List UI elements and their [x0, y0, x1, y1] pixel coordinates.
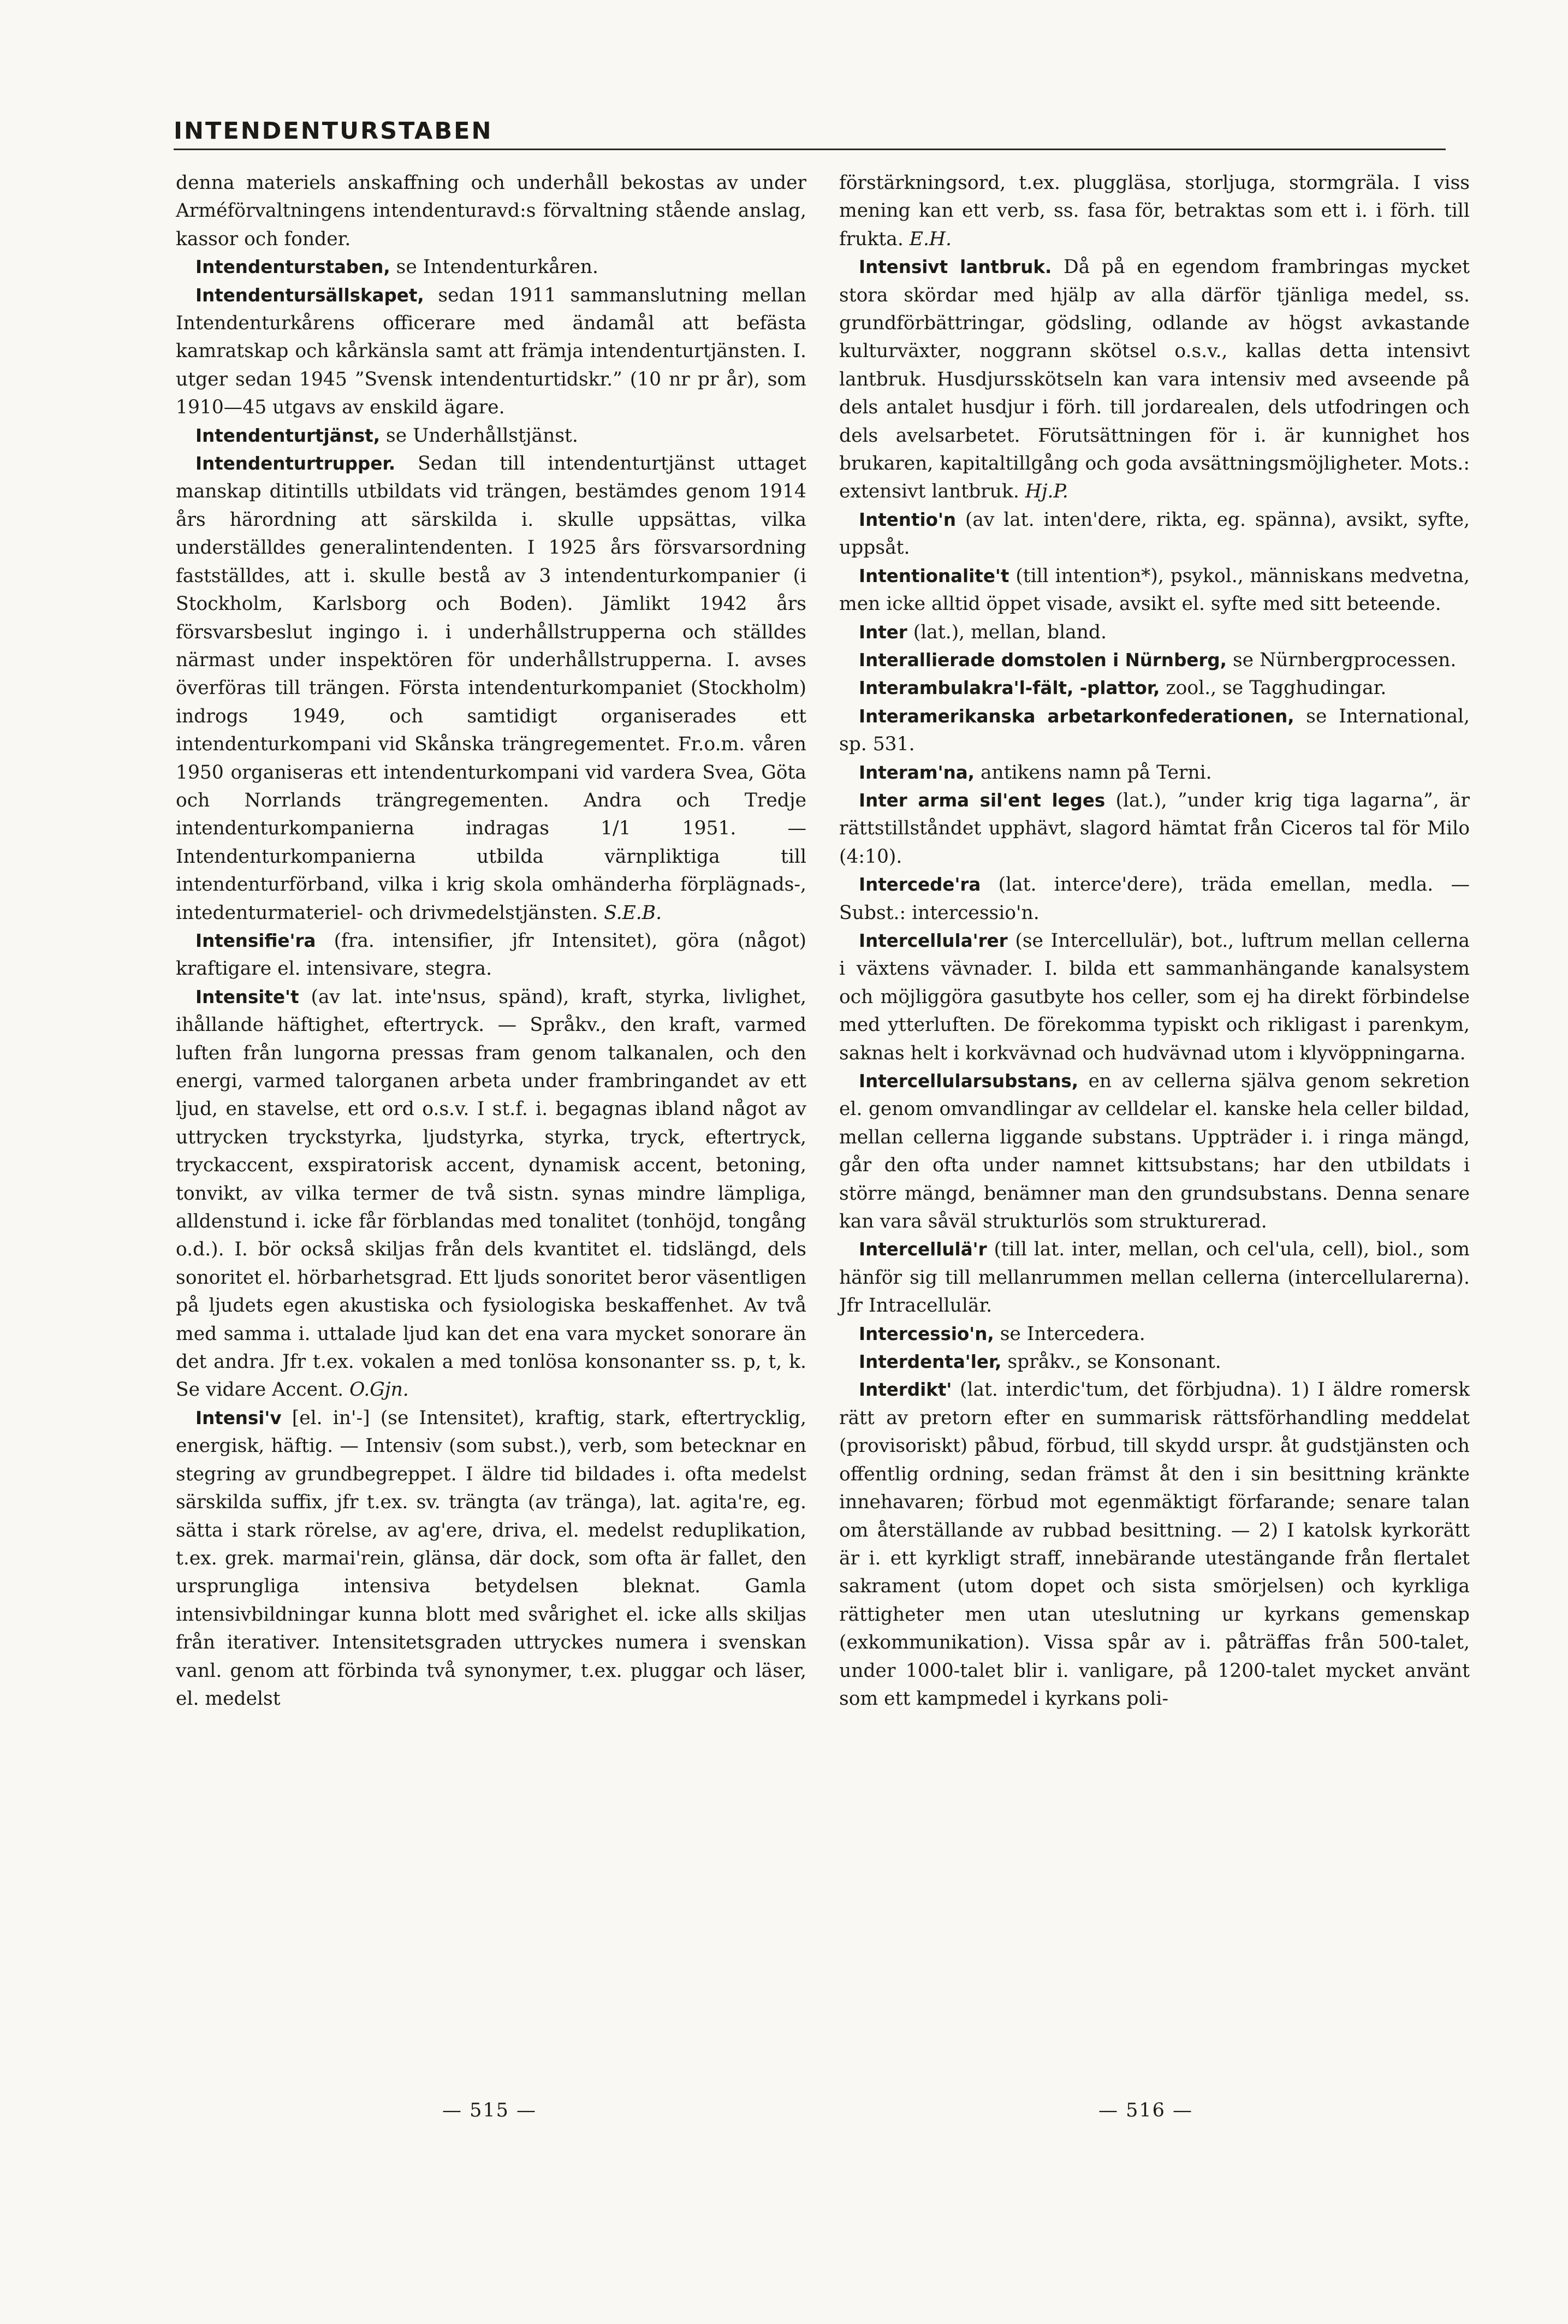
author-signature: E.H.	[909, 228, 952, 250]
entry-text: (av lat. inte'nsus, spänd), kraft, styrka, livlighet, ihållande häftighet, eftertryck. — Språkv., den kraft, varmed luften från lungorna pressas fram genom talkanalen, och den energi, varmed talorganen arbeta under frambringandet av ett ljud, en stavelse, ett ord o.s.v. I st.f. i. begagnas ibland något av uttrycken tryckstyrka, ljudstyrka, styrka, tryck, eftertryck, tryckaccent, exspiratorisk accent, dynamisk accent, betoning, tonvikt, av vilka termer de två sistn. synas mindre lämpliga, alldenstund i. icke får förblandas med tonalitet (tonhöjd, tongång o.d.). I. bör också skiljas från dels kvantitet el. tidslängd, dels sonoritet el. hörbarhetsgrad. Ett ljuds sonoritet beror väsentligen på ljudets egen akustiska och fysiologiska beskaffenhet. Av två med samma i. uttalade ljud kan det ena vara mycket sonorare än det andra. Jfr t.ex. vokalen a med tonlösa konsonanter ss. p, t, k. Se vidare Accent.	[176, 986, 806, 1401]
dictionary-entry	[176, 983, 806, 1404]
entry-text: språkv., se Konsonant.	[1001, 1351, 1221, 1373]
entry-text: zool., se Tagghudingar.	[1160, 677, 1387, 699]
header-rule	[174, 149, 1446, 150]
entry-text: Sedan till intendenturtjänst uttaget manskap ditintills utbildats vid trängen, bestämdes genom 1914 års härordning att särskilda i. skulle uppsättas, vilka underställdes generalintendenten. I 1925 års försvarsordning fastställdes, att i. skulle bestå av 3 intendenturkompanier (i Stockholm, Karlsborg och Boden). Jämlikt 1942 års försvarsbeslut ingingo i. i underhållstrupperna och ställdes närmast under inspektören för underhållstrupperna. I. avses överföras till trängen. Första intendenturkompaniet (Stockholm) indrogs 1949, och samtidigt organiserades ett intendenturkompani vid Skånska trängregementet. Fr.o.m. våren 1950 organiseras ett intendenturkompani vid vardera Svea, Göta och Norrlands trängregementen. Andra och Tredje intendenturkompanierna indragas 1/1 1951. — Intendenturkompanierna utbilda värnpliktiga till intendenturförband, vilka i krig skola omhänderha förplägnads-, intedenturmateriel- och drivmedelstjänsten.	[176, 453, 806, 924]
entry-headword: Intensivt lantbruk.	[859, 257, 1052, 278]
page-number-right: — 516 —	[1098, 2100, 1193, 2121]
dictionary-entry	[176, 927, 806, 983]
dictionary-entry	[839, 1068, 1470, 1236]
right-column	[839, 169, 1470, 1713]
entry-headword: Intercede'ra	[859, 874, 981, 896]
entry-headword: Intercessio'n,	[859, 1323, 994, 1344]
entry-headword: Interdenta'ler,	[859, 1351, 1002, 1373]
entry-headword: Intendentursällskapet,	[195, 284, 424, 306]
entry-headword: Interambulakra'l-fält, -plattor,	[859, 678, 1160, 699]
entry-headword: Interdikt'	[859, 1379, 952, 1401]
dictionary-entry	[176, 450, 806, 927]
entry-headword: Intercellula'rer	[859, 930, 1008, 951]
dictionary-entry	[839, 253, 1470, 506]
dictionary-entry	[176, 253, 806, 281]
entry-headword: Intensifie'ra	[195, 930, 316, 951]
dictionary-entry	[839, 562, 1470, 619]
entry-text: sedan 1911 sammanslutning mellan Intendenturkårens officerare med ändamål att befästa kamratskap och kårkänsla samt att främja intendenturtjänsten. I. utger sedan 1945 ”Svensk intendenturtidskr.” (10 nr pr år), som 1910—45 utgavs av enskild ägare.	[176, 284, 806, 419]
dictionary-entry	[839, 1376, 1470, 1713]
entry-headword: Intensite't	[195, 986, 299, 1007]
author-signature: S.E.B.	[604, 902, 662, 924]
dictionary-entry	[839, 169, 1470, 253]
entry-text: en av cellerna själva genom sekretion el. genom omvandlingar av celldelar el. kanske hela celler bildad, mellan cellerna liggande substans. Uppträder i. i ringa mängd, går den ofta under namnet kittsubstans; har den utbildats i större mängd, benämner man den grundsubstans. Denna senare kan vara såväl strukturlös som strukturerad.	[839, 1070, 1470, 1233]
entry-text: förstärkningsord, t.ex. pluggläsa, storljuga, stormgräla. I viss mening kan ett verb, ss. fasa för, betraktas som ett i. i förh. till frukta.	[839, 172, 1470, 250]
dictionary-entry	[176, 282, 806, 422]
dictionary-entry	[839, 1320, 1470, 1348]
entry-headword: Interamerikanska arbetarkonfederationen,	[859, 706, 1294, 727]
page-number-left: — 515 —	[442, 2100, 537, 2121]
dictionary-entry	[839, 506, 1470, 562]
dictionary-entry	[839, 927, 1470, 1068]
author-signature: Hj.P.	[1025, 481, 1068, 503]
entry-text: (fra. intensifier, jfr Intensitet), göra (något) kraftigare el. intensivare, stegra.	[176, 929, 806, 980]
entry-text: denna materiels anskaffning och underhåll bekostas av under Arméförvaltningens intendenturavd:s förvaltning stående anslag, kassor och fonder.	[176, 172, 806, 250]
dictionary-entry	[839, 871, 1470, 927]
entry-text: (se Intercellulär), bot., luftrum mellan cellerna i växtens vävnader. I. bilda ett sammanhängande kanalsystem och möjliggöra gasutbyte hos celler, som ej ha direkt förbindelse med ytterluften. De förekomma typiskt och rikligast i parenkym, saknas helt i korkvävnad och hudvävnad utom i klyvöppningarna.	[839, 929, 1470, 1064]
entry-headword: Intercellulä'r	[859, 1239, 987, 1260]
entry-text: (lat.), mellan, bland.	[907, 621, 1107, 643]
entry-headword: Intendenturtjänst,	[195, 425, 381, 446]
entry-headword: Intendenturtrupper.	[195, 453, 396, 475]
entry-text: antikens namn på Terni.	[975, 761, 1212, 784]
entry-text: se Intendenturkåren.	[390, 256, 598, 278]
dictionary-entry	[839, 759, 1470, 787]
entry-headword: Interam'na,	[859, 762, 975, 783]
dictionary-entry	[839, 619, 1470, 647]
running-head: INTENDENTURSTABEN	[174, 117, 493, 145]
entry-headword: Interallierade domstolen i Nürnberg,	[859, 649, 1227, 671]
entry-text: se Nürnbergprocessen.	[1227, 649, 1457, 671]
dictionary-entry	[176, 169, 806, 253]
entry-headword: Intercellularsubstans,	[859, 1071, 1079, 1092]
dictionary-entry	[839, 1236, 1470, 1320]
left-column	[176, 169, 806, 1713]
entry-text: (till intention*), psykol., människans medvetna, men icke alltid öppet visade, avsikt el. syfte med sitt beteende.	[839, 565, 1470, 615]
entry-headword: Inter	[859, 621, 907, 643]
dictionary-entry	[839, 703, 1470, 759]
dictionary-entry	[839, 647, 1470, 674]
entry-text: (lat.), ”under krig tiga lagarna”, är rättstillståndet upphävt, slagord hämtat från Ciceros tal för Milo (4:10).	[839, 789, 1470, 868]
dictionary-entry	[839, 1348, 1470, 1376]
entry-text: se Underhållstjänst.	[380, 424, 578, 447]
entry-headword: Intentio'n	[859, 509, 957, 530]
dictionary-entry	[839, 787, 1470, 871]
entry-text: (lat. interdic'tum, det förbjudna). 1) I äldre romersk rätt av pretorn efter en summarisk rättsförhandling meddelat (provisoriskt) påbud, förbud, till skydd urspr. åt gudstjänsten och offentlig ordning, sedan främst åt den i sin besittning kränkte innehavaren; förbud mot egenmäktigt förfarande; senare talan om återställande av rubbad besittning. — 2) I katolsk kyrkorätt är i. ett kyrkligt straff, innebärande utestängande från flertalet sakrament (utom dopet och sista smörjelsen) och kyrkliga rättigheter men utan uteslutning ur kyrkans gemenskap (exkommunikation). Vissa spår av i. påträffas från 500-talet, under 1000-talet blir i. vanligare, på 1200-talet mycket använt som ett kampmedel i kyrkans poli-	[839, 1379, 1470, 1710]
entry-text: Då på en egendom frambringas mycket stora skördar med hjälp av alla därför tjänliga medel, ss. grundförbättringar, gödsling, odlande av högst avkastande kulturväxter, noggrann skötsel o.s.v., kallas detta intensivt lantbruk. Husdjursskötseln kan vara intensiv med avseende på dels antalet husdjur i förh. till jordarealen, dels utfodringen och dels avelsarbetet. Förutsättningen för i. är kunnighet hos brukaren, kapitaltillgång och goda avsättningsmöjligheter. Mots.: extensivt lantbruk.	[839, 256, 1470, 503]
dictionary-entry	[176, 1404, 806, 1713]
entry-text: se International, sp. 531.	[839, 705, 1470, 756]
dictionary-entry	[839, 674, 1470, 702]
dictionary-entry	[176, 422, 806, 450]
entry-text: (till lat. inter, mellan, och cel'ula, cell), biol., som hänför sig till mellanrummen mellan cellerna (intercellularerna). Jfr Intracellulär.	[839, 1238, 1470, 1317]
entry-headword: Intendenturstaben,	[195, 257, 390, 278]
entry-text: se Intercedera.	[994, 1323, 1145, 1345]
entry-text: (av lat. inten'dere, rikta, eg. spänna), avsikt, syfte, uppsåt.	[839, 508, 1470, 559]
entry-text: (lat. interce'dere), träda emellan, medla. — Subst.: intercessio'n.	[839, 874, 1470, 924]
entry-headword: Intensi'v	[195, 1407, 282, 1428]
entry-headword: Inter arma sil'ent leges	[859, 790, 1106, 811]
entry-text: [el. in'-] (se Intensitet), kraftig, stark, eftertrycklig, energisk, häftig. — Intensiv (som subst.), verb, som betecknar en stegring av grundbegreppet. I äldre tid bildades i. ofta medelst särskilda suffix, jfr t.ex. sv. trängta (av tränga), lat. agita're, eg. sätta i stark rörelse, av ag'ere, driva, el. medelst reduplikation, t.ex. grek. marmai'rein, glänsa, där dock, som ofta är fallet, den ursprungliga intensiva betydelsen bleknat. Gamla intensivbildningar kunna blott med svårighet el. icke alls skiljas från iterativer. Intensitetsgraden uttryckes numera i svenskan vanl. genom att förbinda två synonymer, t.ex. pluggar och läser, el. medelst	[176, 1407, 806, 1710]
author-signature: O.Gjn.	[349, 1379, 409, 1401]
entry-headword: Intentionalite't	[859, 565, 1009, 586]
